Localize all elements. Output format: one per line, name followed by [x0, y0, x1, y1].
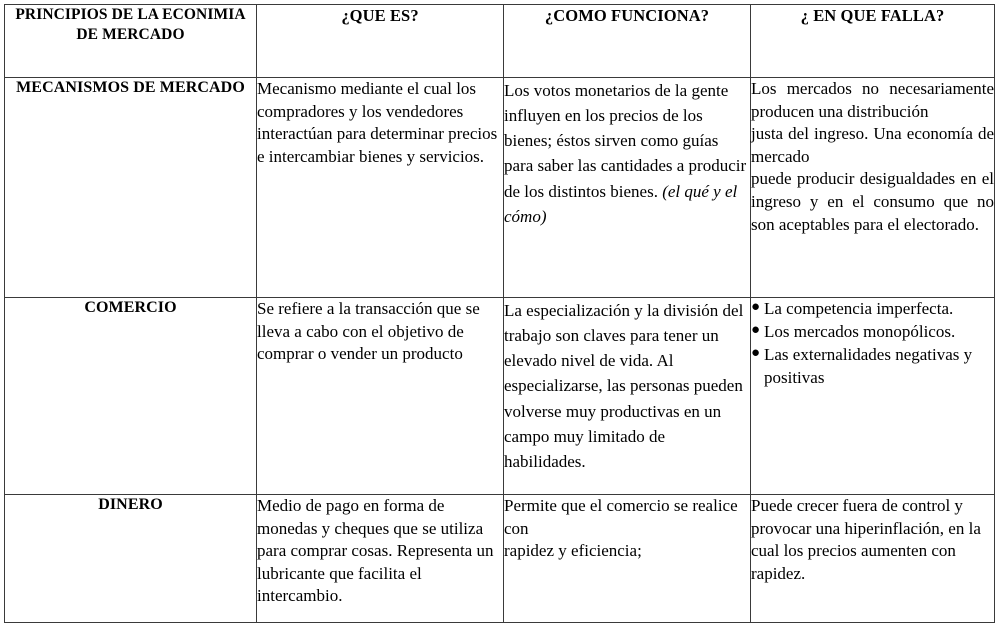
cell-dinero-en-que-falla	[751, 495, 995, 623]
cell-mecanismos-en-que-falla	[751, 78, 995, 298]
table-row	[5, 298, 995, 495]
cell-text-italic: (el qué y el cómo)	[504, 181, 738, 226]
cell-text: Medio de pago en forma de monedas y cheques que se utiliza para comprar cosas. Representa un lubricante que facilita el intercambio.	[257, 496, 494, 606]
bullet-dot-icon: ●	[751, 322, 761, 339]
table-row	[5, 78, 995, 298]
bullet-dot-icon: ●	[751, 345, 761, 362]
table-row	[5, 495, 995, 623]
cell-text-line: justa del ingreso. Una economía de mercado	[751, 124, 994, 166]
cell-mecanismos-que-es	[257, 78, 504, 298]
cell-mecanismos-como-funciona	[504, 78, 751, 298]
header-row	[5, 5, 995, 78]
row-label-comercio: COMERCIO	[5, 298, 257, 495]
bullet-dot-icon: ●	[751, 299, 761, 315]
list-item	[751, 344, 994, 389]
list-item	[751, 298, 994, 321]
cell-dinero-como-funciona	[504, 495, 751, 623]
cell-comercio-en-que-falla	[751, 298, 995, 495]
row-label-dinero: DINERO	[5, 495, 257, 623]
list-item-label: La competencia imperfecta.	[764, 299, 954, 318]
bullet-list	[751, 298, 994, 389]
row-label-mecanismos-de-mercado: MECANISMOS DE MERCADO	[5, 78, 257, 298]
cell-dinero-que-es	[257, 495, 504, 623]
cell-text-line: Los mercados no necesariamente producen una distribución	[751, 79, 994, 121]
column-header-como-funciona: ¿COMO FUNCIONA?	[504, 5, 751, 78]
list-item-label: Los mercados monopólicos.	[764, 322, 956, 342]
cell-text-line: Permite que el comercio se realice con	[504, 496, 738, 538]
cell-text: Se refiere a la transacción que se lleva a cabo con el objetivo de comprar o vender un producto	[257, 299, 480, 364]
column-header-principios: PRINCIPIOS DE LA ECONIMIA DE MERCADO	[5, 5, 257, 78]
cell-text-line: Puede crecer fuera de control y provocar una hiperinflación, en la cual los precios aumenten con rapidez.	[751, 496, 981, 583]
column-header-que-es: ¿QUE ES?	[257, 5, 504, 78]
cell-text: Mecanismo mediante el cual los compradores y los vendedores interactúan para determinar precios e intercambiar bienes y servicios.	[257, 79, 498, 166]
table-body	[5, 78, 995, 623]
table-header	[5, 5, 995, 78]
cell-text-line: puede producir desigualdades en el ingreso y en el consumo que no son aceptables para el electorado.	[751, 169, 994, 234]
cell-text: La especialización y la división del trabajo son claves para tener un elevado nivel de vida. Al especializarse, las personas pueden volverse muy productivas en un campo muy limitado de habilidades.	[504, 301, 744, 471]
cell-text	[504, 78, 750, 229]
column-header-en-que-falla: ¿ EN QUE FALLA?	[751, 5, 995, 78]
list-item	[751, 321, 994, 344]
list-item-label: Las externalidades negativas y positivas	[764, 345, 973, 387]
cell-comercio-como-funciona	[504, 298, 751, 495]
cell-text-line: rapidez y eficiencia;	[504, 541, 642, 561]
cell-text-plain: Los votos monetarios de la gente influyen en los precios de los bienes; éstos sirven como guías para saber las cantidades a producir de los distintos bienes.	[504, 81, 747, 201]
cell-comercio-que-es	[257, 298, 504, 495]
principios-economia-mercado-table	[4, 4, 995, 623]
